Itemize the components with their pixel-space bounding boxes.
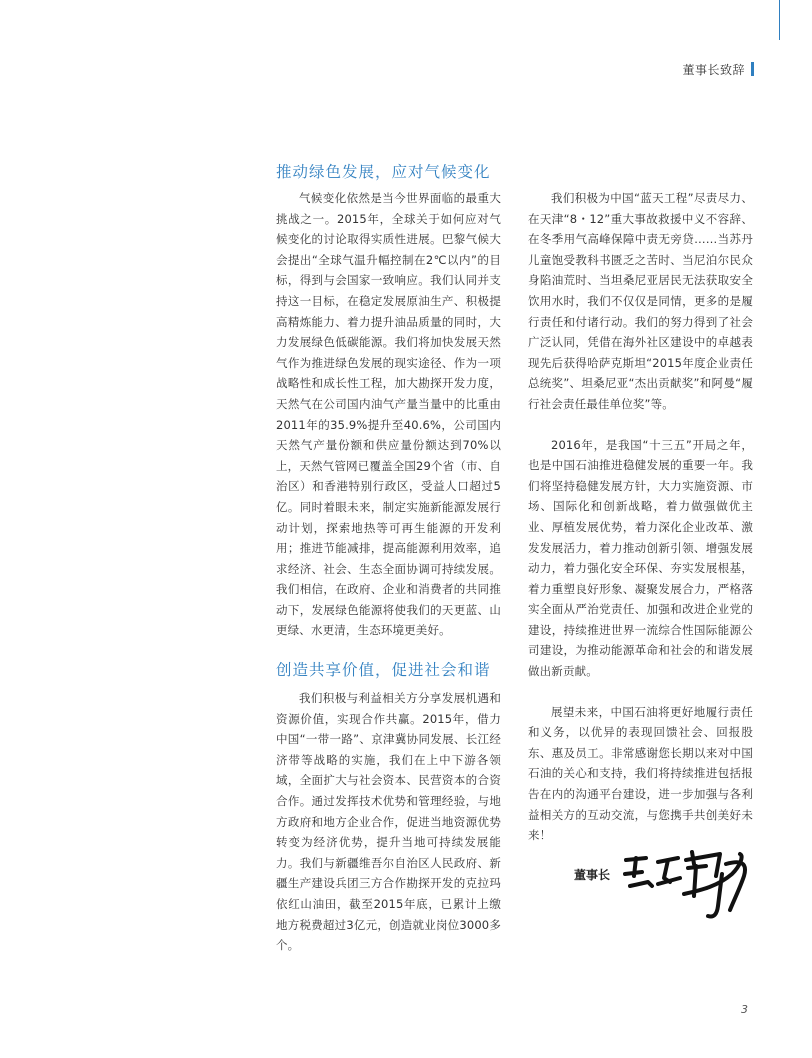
section-body-green-development (276, 188, 501, 641)
section-heading-shared-value: 创造共享价值，促进社会和谐 (276, 661, 491, 679)
right-column-body (528, 188, 753, 846)
top-divider-line (779, 0, 780, 40)
paragraph: 气候变化依然是当今世界面临的最重大挑战之一。2015年，全球关于如何应对气候变化的讨论取得实质性进展。巴黎气候大会提出“全球气温升幅控制在2℃以内”的目标，得到与会国家一致响应。我们认同并支持这一目标，在稳定发展原油生产、积极提高精炼能力、着力提升油品质量的同时，大力发展绿色低碳能源。我们将加快发展天然气作为推进绿色发展的现实途径、作为一项战略性和成长性工程，加大勘探开发力度，天然气在公司国内油气产量当量中的比重由2011年的35.9%提升至40.6%，公司国内天然气产量份额和供应量份额达到70%以上，天然气管网已覆盖全国29个省（市、自治区）和香港特别行政区，受益人口超过5亿。同时着眼未来，制定实施新能源发展行动计划，探索地热等可再生能源的开发利用；推进节能减排，提高能源利用效率，追求经济、社会、生态全面协调可持续发展。我们相信，在政府、企业和消费者的共同推动下，发展绿色能源将使我们的天更蓝、山更绿、水更清，生态环境更美好。 (276, 191, 501, 638)
paragraph: 展望未来，中国石油将更好地履行责任和义务，以优异的表现回馈社会、回报股东、惠及员工。非常感谢您长期以来对中国石油的关心和支持，我们将持续推进包括报告在内的沟通平台建设，进一步加强与各利益相关方的互动交流，与您携手共创美好未来！ (528, 704, 753, 843)
paragraph: 我们积极为中国“蓝天工程”尽责尽力、在天津“8・12”重大事故救援中义不容辞、在冬季用气高峰保障中责无旁贷……当苏丹儿童饱受教科书匮乏之苦时、当尼泊尔民众身陷油荒时、当坦桑尼亚居民无法获取安全饮用水时，我们不仅仅是同情，更多的是履行责任和付诸行动。我们的努力得到了社会广泛认同，凭借在海外社区建设中的卓越表现先后获得哈萨克斯坦“2015年度企业责任总统奖”、坦桑尼亚“杰出贡献奖”和阿曼“履行社会责任最佳单位奖”等。 (528, 191, 753, 411)
paragraph: 我们积极与利益相关方分享发展机遇和资源价值，实现合作共赢。2015年，借力中国“一带一路”、京津冀协同发展、长江经济带等战略的实施，我们在上中下游各领域，全面扩大与社会资本、民营资本的合资合作。通过发挥技术优势和管理经验，与地方政府和地方企业合作，促进当地资源优势转变为经济优势，提升当地可持续发展能力。我们与新疆维吾尔自治区人民政府、新疆生产建设兵团三方合作勘探开发的克拉玛依红山油田，截至2015年底，已累计上缴地方税费超过3亿元，创造就业岗位3000多个。 (276, 691, 501, 953)
section-heading-green-development: 推动绿色发展，应对气候变化 (276, 163, 491, 181)
signature-block (574, 846, 764, 926)
header-title: 董事长致辞 (682, 62, 745, 77)
paragraph: 2016年，是我国“十三五”开局之年，也是中国石油推进稳健发展的重要一年。我们将坚持稳健发展方针，大力实施资源、市场、国际化和创新战略，着力做强做优主业、厚植发展优势，着力深化企业改革、激发发展活力，着力推动创新引领、增强发展动力，着力强化安全环保、夯实发展根基，着力重塑良好形象、凝聚发展合力，严格落实全面从严治党责任、加强和改进企业党的建设，持续推进世界一流综合性国际能源公司建设，为推动能源革命和社会的和谐发展做出新贡献。 (528, 437, 753, 679)
page-number: 3 (741, 1003, 748, 1016)
section-header (682, 60, 754, 78)
signature-title: 董事长 (574, 868, 611, 882)
header-accent-bar (751, 62, 754, 76)
section-body-shared-value (276, 688, 501, 956)
handwritten-signature (622, 846, 762, 926)
